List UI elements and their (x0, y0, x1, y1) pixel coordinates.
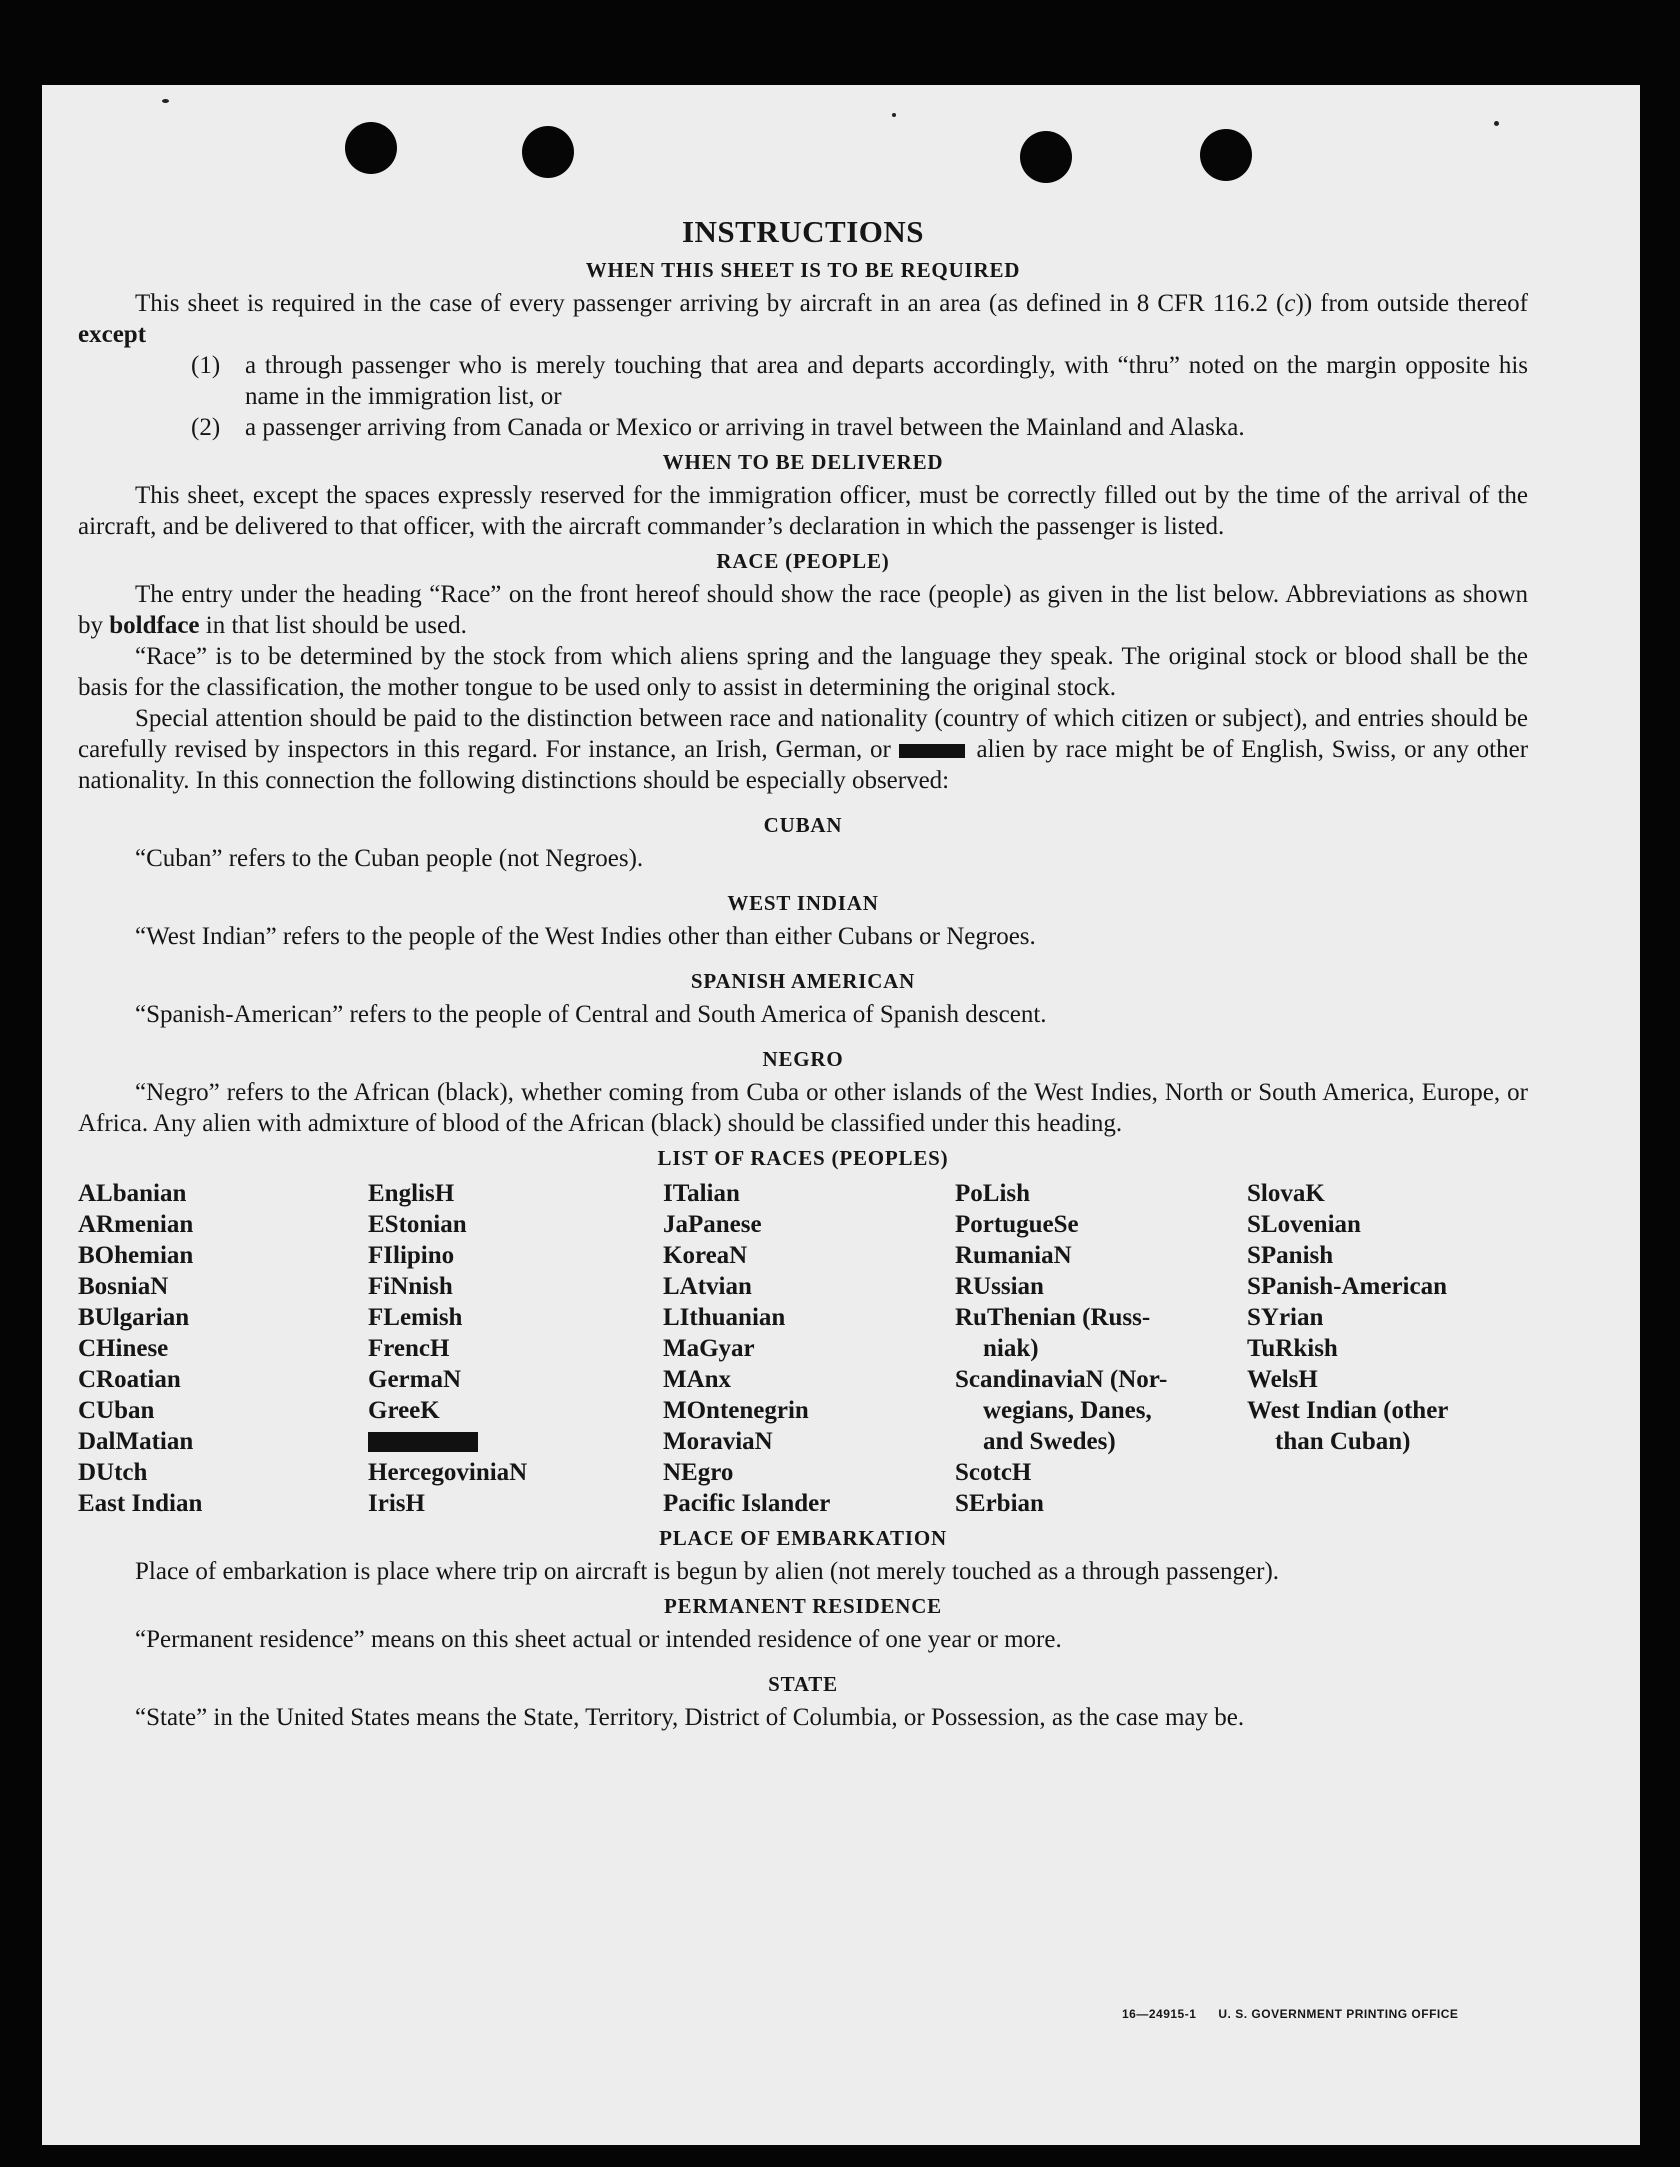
heading-negro: NEGRO (762, 1047, 844, 1071)
permanent-residence-text: “Permanent residence” means on this sheet actual or intended residence of one year or more. (135, 1626, 1062, 1653)
list-item: CRoatian (78, 1366, 181, 1393)
list-item: MOntenegrin (663, 1397, 809, 1424)
list-item: MAnx (663, 1366, 732, 1393)
list-item: SYrian (1247, 1304, 1324, 1331)
list-item: MaGyar (663, 1335, 755, 1362)
races-column-4 (955, 1178, 1247, 1519)
redaction-mark (368, 1432, 478, 1452)
when-required-intro: This sheet is required in the case of every passenger arriving by aircraft in an area (as defined in 8 CFR 116.2 (c)) from outside thereof except (78, 290, 1528, 348)
list-item: BUlgarian (78, 1304, 190, 1331)
list-item: IrisH (368, 1490, 425, 1517)
heading-spanish-american: SPANISH AMERICAN (690, 969, 916, 993)
list-item: West Indian (other (1247, 1397, 1449, 1424)
list-item: DUtch (78, 1459, 148, 1486)
races-column-1 (78, 1178, 368, 1519)
speck (162, 99, 169, 103)
heading-state: STATE (768, 1672, 838, 1696)
list-item: FLemish (368, 1304, 463, 1331)
document-sheet (42, 85, 1640, 2145)
heading-list-of-races: LIST OF RACES (PEOPLES) (657, 1146, 949, 1170)
punch-hole (345, 122, 397, 174)
list-item: Pacific Islander (663, 1490, 831, 1517)
exception-item: (1) a through passenger who is merely touching that area and departs accordingly, with “thru” noted on the margin opposite his name in the immigration list, or (191, 352, 1528, 410)
heading-embarkation: PLACE OF EMBARKATION (659, 1526, 947, 1550)
list-item: FiNnish (368, 1273, 453, 1300)
list-item: WelsH (1247, 1366, 1318, 1393)
list-item: RUssian (955, 1273, 1044, 1300)
list-item: SLovenian (1247, 1211, 1361, 1238)
races-column-2 (368, 1178, 663, 1519)
instructions-content (78, 213, 1528, 1733)
list-item: SErbian (955, 1490, 1044, 1517)
list-item: ITalian (663, 1180, 740, 1207)
spanish-american-text: “Spanish-American” refers to the people of Central and South America of Spanish descent. (135, 1001, 1047, 1028)
negro-text: “Negro” refers to the African (black), whether coming from Cuba or other islands of the West Indies, North or South America, Europe, or Africa. Any alien with admixture of blood of the African (black) should be classified under this heading. (78, 1079, 1528, 1137)
race-paragraph-1: The entry under the heading “Race” on the front hereof should show the race (people) as given in the list below. Abbreviations as shown by boldface in that list should be used. (78, 581, 1528, 639)
embarkation-text: Place of embarkation is place where trip on aircraft is begun by alien (not merely touched as a through passenger). (135, 1558, 1280, 1585)
form-number: 16—24915-1 (1122, 2007, 1197, 2021)
races-column-5 (1247, 1178, 1528, 1519)
west-indian-text: “West Indian” refers to the people of the West Indies other than either Cubans or Negroes. (135, 923, 1036, 950)
heading-when-delivered: WHEN TO BE DELIVERED (662, 450, 944, 474)
list-item-continued: wegians, Danes, (983, 1397, 1152, 1424)
list-item: TuRkish (1247, 1335, 1338, 1362)
list-item: EStonian (368, 1211, 467, 1238)
printer-imprint: U. S. GOVERNMENT PRINTING OFFICE (1218, 2007, 1459, 2021)
list-item: ALbanian (78, 1180, 187, 1207)
list-item: NEgro (663, 1459, 734, 1486)
list-item-continued: niak) (983, 1335, 1039, 1362)
list-item-continued: than Cuban) (1275, 1428, 1411, 1455)
list-item: ScotcH (955, 1459, 1032, 1486)
list-item: ARmenian (78, 1211, 194, 1238)
heading-race: RACE (PEOPLE) (716, 549, 890, 573)
list-item: SlovaK (1247, 1180, 1325, 1207)
list-item: KoreaN (663, 1242, 748, 1269)
list-item: CUban (78, 1397, 155, 1424)
list-item: FIlipino (368, 1242, 455, 1269)
list-item: BOhemian (78, 1242, 194, 1269)
list-item: ScandinaviaN (Nor- (955, 1366, 1168, 1393)
list-item: PoLish (955, 1180, 1031, 1207)
list-item: PortugueSe (955, 1211, 1079, 1238)
list-item: EnglisH (368, 1180, 455, 1207)
punch-hole (522, 126, 574, 178)
list-item: MoraviaN (663, 1428, 773, 1455)
list-item: LAtvian (663, 1273, 752, 1300)
when-delivered-text: This sheet, except the spaces expressly reserved for the immigration officer, must be correctly filled out by the time of the arrival of the aircraft, and be delivered to that officer, with the aircraft commander’s declaration in which the passenger is listed. (78, 482, 1528, 540)
list-item: DalMatian (78, 1428, 194, 1455)
cuban-text: “Cuban” refers to the Cuban people (not Negroes). (135, 845, 644, 872)
heading-cuban: CUBAN (763, 813, 843, 837)
speck (892, 113, 896, 117)
races-column-3 (663, 1178, 955, 1519)
footer (1122, 2007, 1480, 2021)
list-item: GreeK (368, 1397, 440, 1424)
race-paragraph-3: Special attention should be paid to the distinction between race and nationality (country of which citizen or subject), and entries should be carefully revised by inspectors in this regard. For instance, an Irish, German, or alien by race might be of English, Swiss, or any other nationality. In this connection the following distinctions should be especially observed: (78, 705, 1529, 794)
list-item: JaPanese (663, 1211, 762, 1238)
punch-hole (1200, 129, 1252, 181)
list-item: HercegoviniaN (368, 1459, 528, 1486)
state-text: “State” in the United States means the State, Territory, District of Columbia, or Possession, as the case may be. (135, 1704, 1245, 1731)
page-title: INSTRUCTIONS (681, 214, 924, 249)
heading-west-indian: WEST INDIAN (727, 891, 879, 915)
list-item-continued: and Swedes) (983, 1428, 1116, 1455)
list-item: LIthuanian (663, 1304, 786, 1331)
list-item: CHinese (78, 1335, 169, 1362)
exception-item: (2) a passenger arriving from Canada or Mexico or arriving in travel between the Mainland and Alaska. (191, 414, 1245, 441)
list-item: BosniaN (78, 1273, 169, 1300)
list-item: RuThenian (Russ- (955, 1304, 1151, 1331)
list-item: GermaN (368, 1366, 462, 1393)
list-item-redacted (368, 1426, 663, 1457)
races-list (78, 1178, 1528, 1519)
list-item: SPanish (1247, 1242, 1334, 1269)
list-item: East Indian (78, 1490, 203, 1517)
punch-hole (1020, 131, 1072, 183)
list-item: SPanish-American (1247, 1273, 1447, 1300)
list-item: FrencH (368, 1335, 450, 1362)
redaction-mark (899, 744, 965, 758)
race-paragraph-2: “Race” is to be determined by the stock from which aliens spring and the language they speak. The original stock or blood shall be the basis for the classification, the mother tongue to be used only to assist in determining the original stock. (78, 643, 1528, 701)
speck (1494, 121, 1499, 126)
heading-permanent-residence: PERMANENT RESIDENCE (664, 1594, 942, 1618)
list-item: RumaniaN (955, 1242, 1072, 1269)
heading-when-required: WHEN THIS SHEET IS TO BE REQUIRED (585, 258, 1021, 282)
